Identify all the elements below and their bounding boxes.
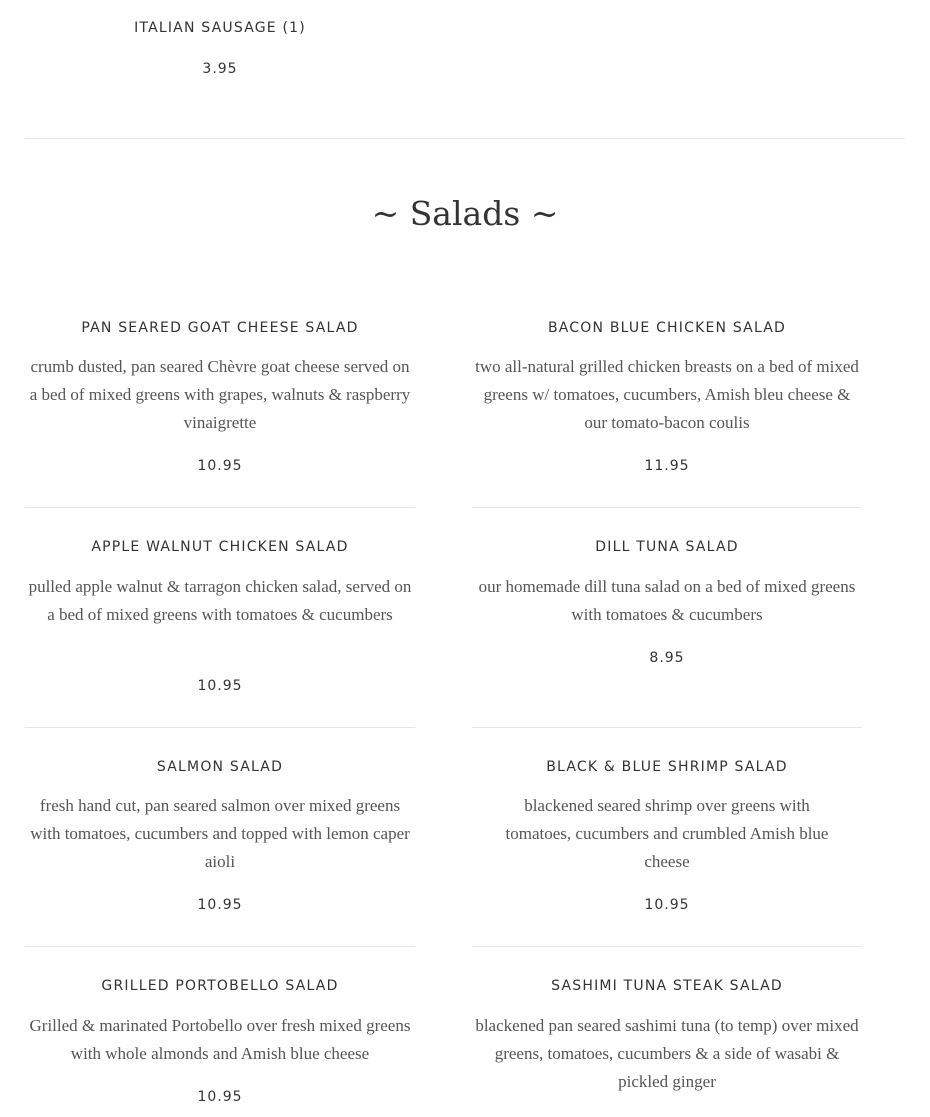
menu-item bbox=[472, 300, 862, 500]
section-title: ~ Salads ~ bbox=[371, 194, 559, 233]
menu-item-description: pulled apple walnut & tarragon chicken salad, served on a bed of mixed greens with tomatoes & cucumbers bbox=[28, 577, 412, 624]
menu-item-description: Grilled & marinated Portobello over fresh mixed greens with whole almonds and Amish blue cheese bbox=[29, 1016, 411, 1063]
menu-item-description: blackened pan seared sashimi tuna (to temp) over mixed greens, tomatoes, cucumbers & a side of wasabi & pickled ginger bbox=[475, 1016, 859, 1091]
menu-item-name: APPLE WALNUT CHICKEN SALAD bbox=[91, 539, 349, 555]
item-divider bbox=[472, 727, 862, 728]
menu-item-name: DILL TUNA SALAD bbox=[595, 539, 739, 555]
menu-item-price: 10.95 bbox=[197, 1089, 243, 1105]
menu-item-price: 10.95 bbox=[197, 458, 243, 474]
menu-item bbox=[472, 958, 862, 1117]
menu-item-description: our homemade dill tuna salad on a bed of mixed greens with tomatoes & cucumbers bbox=[478, 577, 856, 624]
menu-item-price: 8.95 bbox=[649, 650, 685, 666]
menu-item-name: GRILLED PORTOBELLO SALAD bbox=[101, 978, 339, 994]
section-divider bbox=[25, 138, 905, 139]
menu-item-price: 10.95 bbox=[197, 678, 243, 694]
menu-item-italian-sausage bbox=[25, 0, 415, 90]
menu-item-price: 11.95 bbox=[644, 458, 690, 474]
menu-item bbox=[25, 739, 415, 939]
menu-item-name: PAN SEARED GOAT CHEESE SALAD bbox=[81, 320, 359, 336]
menu-item bbox=[25, 519, 415, 719]
item-divider bbox=[25, 727, 415, 728]
menu-item-name: BACON BLUE CHICKEN SALAD bbox=[547, 320, 787, 336]
menu-item-name: BLACK & BLUE SHRIMP SALAD bbox=[546, 759, 788, 775]
menu-item bbox=[472, 739, 862, 939]
item-divider bbox=[25, 946, 415, 947]
item-divider bbox=[472, 507, 862, 508]
menu-item bbox=[25, 300, 415, 500]
menu-item-name: ITALIAN SAUSAGE (1) bbox=[134, 20, 306, 36]
menu-item-price: 3.95 bbox=[202, 61, 238, 77]
menu-item-description: blackened seared shrimp over greens with tomatoes, cucumbers and crumbled Amish blue cheese bbox=[505, 796, 829, 871]
menu-item-name: SASHIMI TUNA STEAK SALAD bbox=[551, 978, 783, 994]
menu-item-description: two all-natural grilled chicken breasts on a bed of mixed greens w/ tomatoes, cucumbers, Amish bleu cheese & our tomato-bacon coulis bbox=[475, 357, 859, 432]
item-divider bbox=[472, 946, 862, 947]
menu-item bbox=[25, 958, 415, 1117]
menu-item-price: 10.95 bbox=[197, 897, 243, 913]
menu-item-description: fresh hand cut, pan seared salmon over mixed greens with tomatoes, cucumbers and topped with lemon caper aioli bbox=[30, 796, 410, 871]
menu-item bbox=[472, 519, 862, 719]
menu-item-description: crumb dusted, pan seared Chèvre goat cheese served on a bed of mixed greens with grapes, walnuts & raspberry vinaigrette bbox=[29, 357, 411, 432]
menu-item-name: SALMON SALAD bbox=[156, 759, 284, 775]
item-divider bbox=[25, 507, 415, 508]
menu-item-price: 10.95 bbox=[644, 897, 690, 913]
